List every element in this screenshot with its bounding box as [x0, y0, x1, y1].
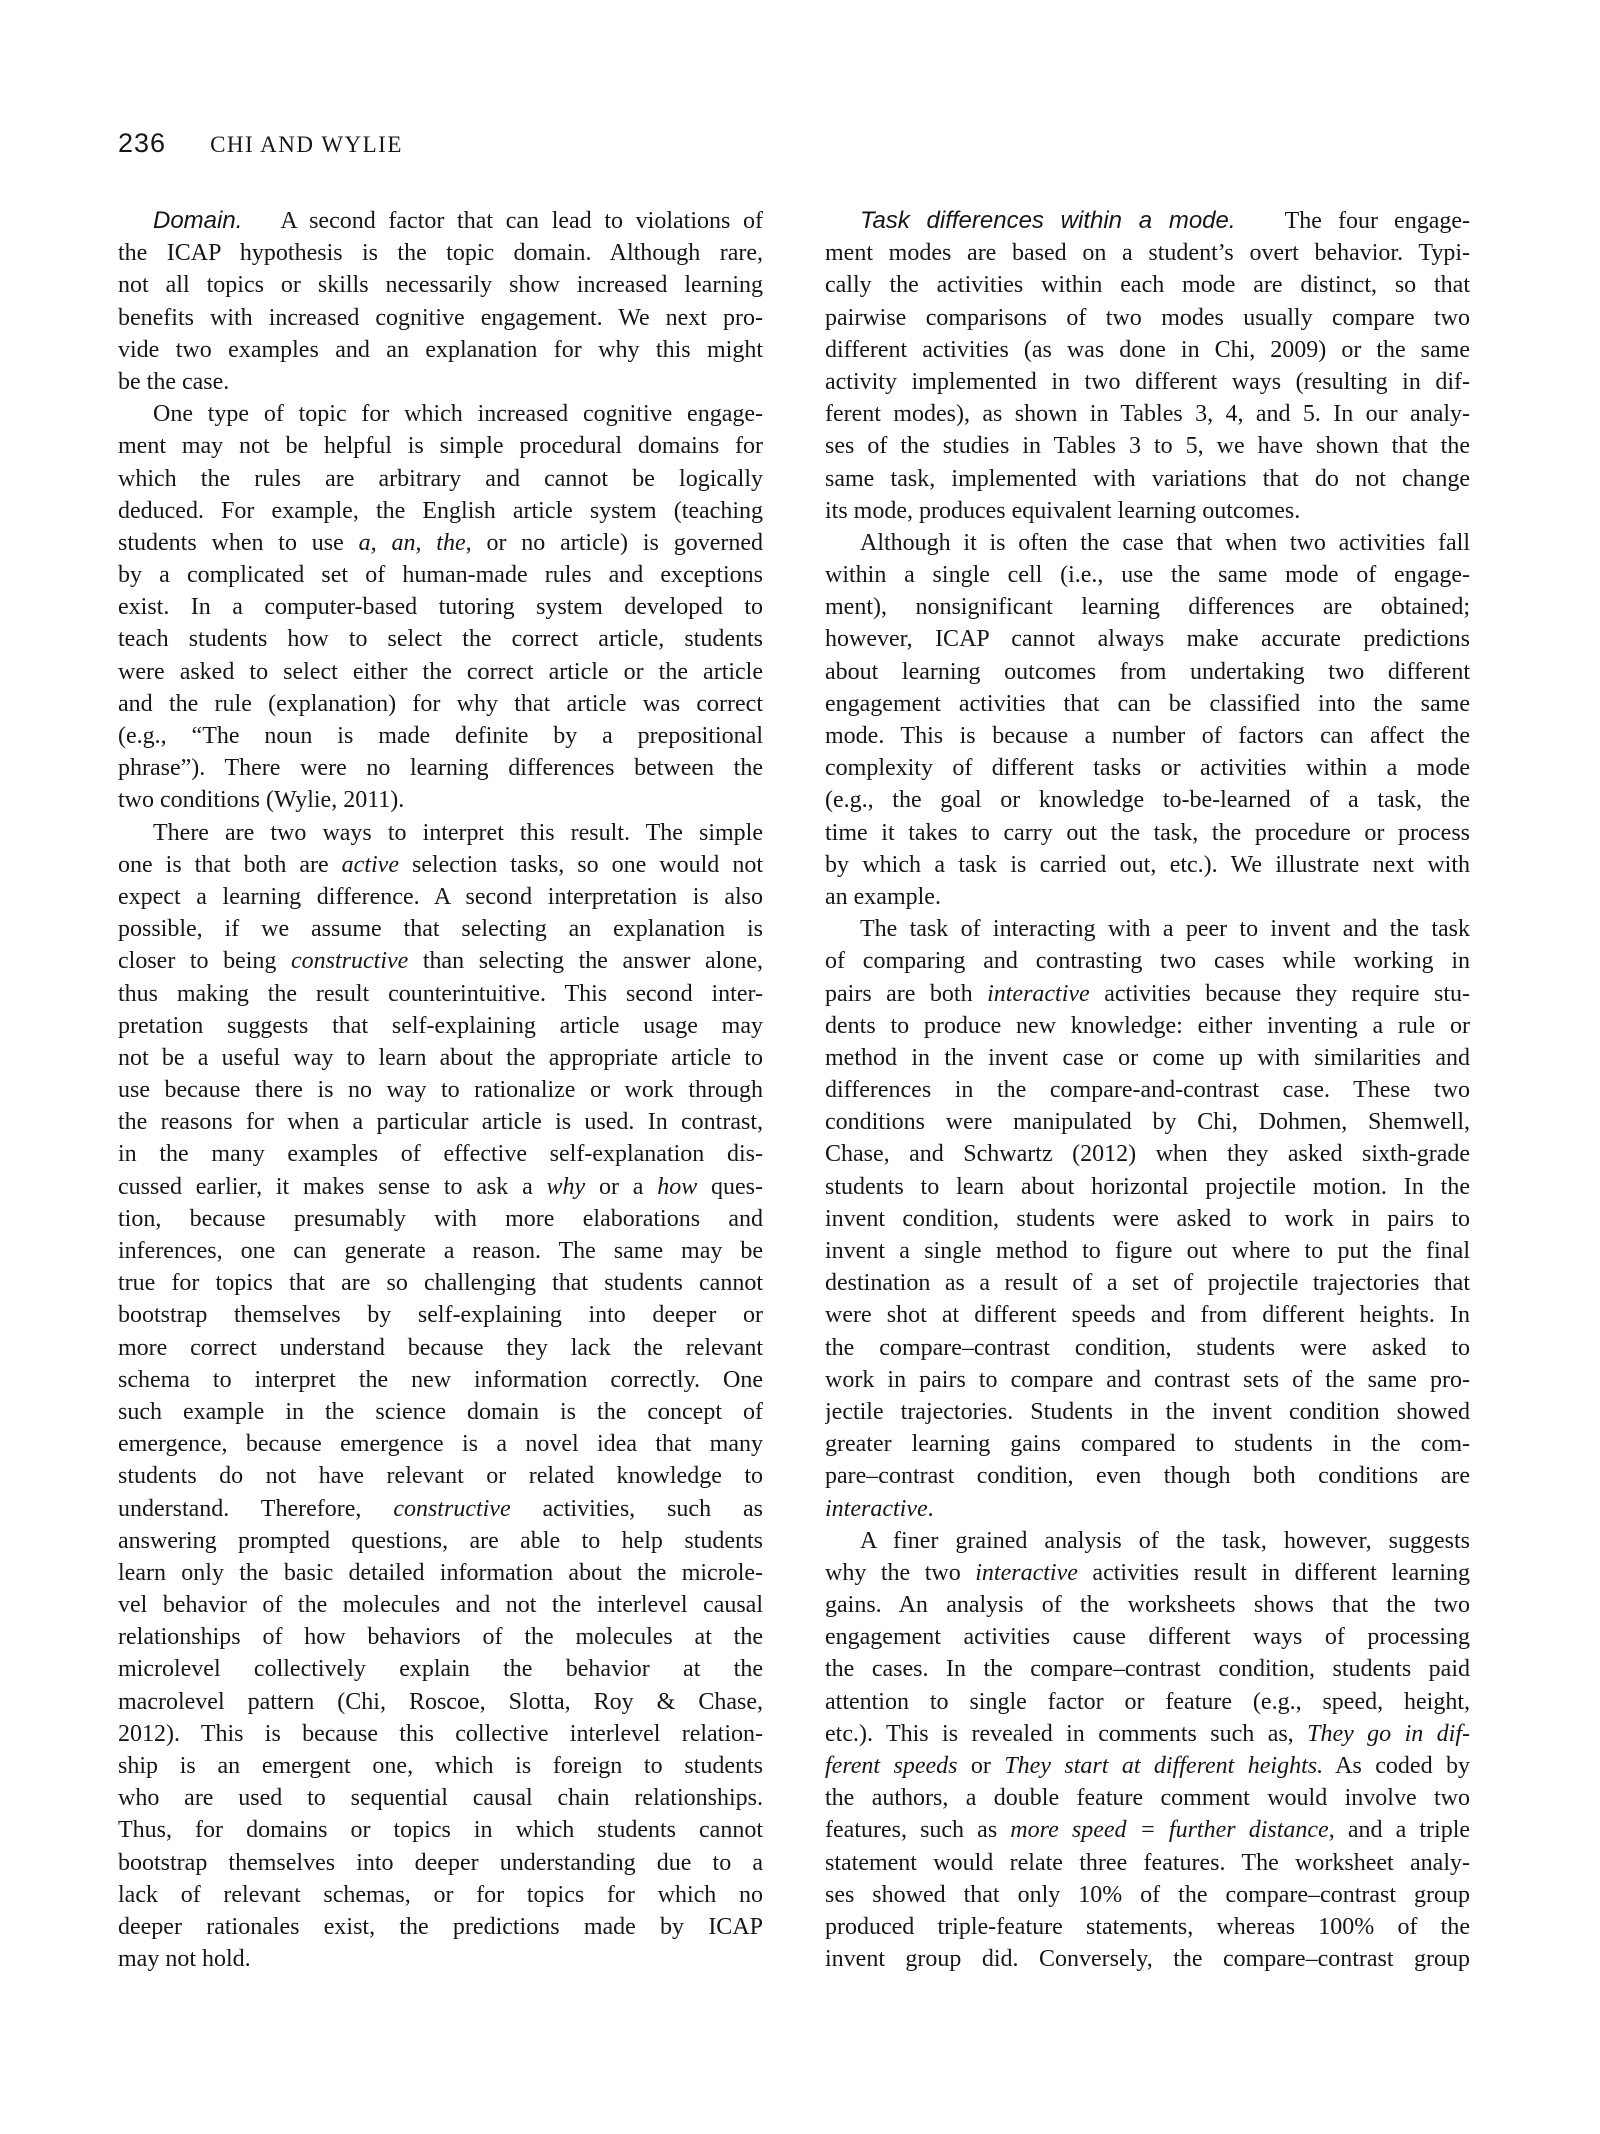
running-header — [118, 128, 403, 159]
text-segment: how — [657, 1173, 698, 1200]
text-line — [118, 527, 763, 559]
text-segment: students do not have relevant or related knowledge to — [118, 1463, 763, 1490]
text-line — [118, 1138, 763, 1170]
text-line — [825, 1203, 1470, 1235]
text-line — [118, 1299, 763, 1331]
text-segment: thus making the result counterintuitive. This second inter- — [118, 980, 763, 1007]
text-segment: A second factor that can lead to violations of — [269, 208, 763, 234]
text-segment: As coded by — [1323, 1753, 1470, 1779]
text-segment: expect a learning difference. A second interpretation is also — [118, 883, 763, 910]
text-line — [825, 752, 1470, 784]
text-segment: complexity of different tasks or activities within a mode — [825, 755, 1470, 782]
paragraph-heading: Task differences within a mode. — [860, 207, 1269, 234]
text-line — [825, 1621, 1470, 1653]
text-line — [825, 1138, 1470, 1170]
text-line — [118, 945, 763, 977]
text-line — [118, 1525, 763, 1557]
text-line — [118, 656, 763, 688]
text-segment: activity implemented in two different ways (resulting in dif- — [825, 368, 1470, 395]
text-segment: why the two — [825, 1559, 976, 1586]
text-segment: the authors, a double feature comment would involve two — [825, 1785, 1470, 1812]
text-segment: activities because they require stu- — [1089, 980, 1470, 1007]
text-segment: produced triple-feature statements, whereas 100% of the — [825, 1913, 1470, 1940]
text-segment: vide two examples and an explanation for why this might — [118, 336, 763, 363]
text-line — [825, 1814, 1470, 1846]
text-line — [118, 1847, 763, 1879]
text-line — [118, 1653, 763, 1685]
text-line — [118, 1782, 763, 1814]
text-segment: The four engage- — [1269, 208, 1470, 234]
text-segment: than selecting the answer alone, — [408, 948, 763, 975]
text-segment: cally the activities within each mode are distinct, so that — [825, 272, 1470, 299]
text-segment: ses of the studies in Tables 3 to 5, we have shown that the — [825, 433, 1470, 460]
text-segment: benefits with increased cognitive engagement. We next pro- — [118, 304, 763, 331]
text-segment: etc.). This is revealed in comments such as, — [825, 1720, 1308, 1747]
text-line — [118, 1589, 763, 1621]
text-segment: inferences, one can generate a reason. The same may be — [118, 1238, 763, 1264]
text-line — [825, 1106, 1470, 1138]
text-segment: possible, if we assume that selecting an explanation is — [118, 916, 763, 943]
text-segment: two conditions (Wylie, 2011). — [118, 787, 405, 814]
page-number: 236 — [118, 128, 167, 158]
text-segment: interactive — [987, 980, 1090, 1007]
text-segment: who are used to sequential causal chain relationships. — [118, 1785, 763, 1812]
text-line — [118, 1396, 763, 1428]
text-segment: pairwise comparisons of two modes usually compare two — [825, 304, 1470, 331]
text-line — [118, 1042, 763, 1074]
text-segment: emergence, because emergence is a novel idea that many — [118, 1431, 763, 1458]
text-line — [825, 1718, 1470, 1750]
text-segment: students when to use — [118, 529, 359, 556]
text-line — [825, 1911, 1470, 1943]
text-line — [118, 1364, 763, 1396]
text-line — [825, 463, 1470, 495]
text-line — [118, 1171, 763, 1203]
text-segment: conditions were manipulated by Chi, Dohmen, Shemwell, — [825, 1109, 1470, 1136]
text-segment: They start at different heights. — [1004, 1753, 1324, 1779]
text-line — [825, 237, 1470, 269]
text-segment: its mode, produces equivalent learning outcomes. — [825, 497, 1301, 524]
text-segment: why — [546, 1173, 586, 1200]
text-line — [118, 881, 763, 913]
text-segment: phrase”). There were no learning differences between the — [118, 755, 763, 782]
paragraph-heading: Domain. — [153, 207, 270, 234]
text-line — [825, 688, 1470, 720]
text-segment: bootstrap themselves into deeper understanding due to a — [118, 1849, 763, 1876]
text-segment: be the case. — [118, 368, 230, 395]
text-segment: ques- — [697, 1173, 763, 1200]
right-column — [825, 205, 1470, 1975]
text-segment: about learning outcomes from undertaking two different — [825, 658, 1470, 685]
text-segment: Chase, and Schwartz (2012) when they asked sixth-grade — [825, 1141, 1470, 1168]
text-segment: pairs are both — [825, 980, 988, 1007]
text-line — [825, 1782, 1470, 1814]
text-line — [825, 1557, 1470, 1589]
text-segment: not all topics or skills necessarily show increased learning — [118, 272, 763, 299]
text-segment: A finer grained analysis of the task, however, suggests — [860, 1527, 1470, 1554]
text-segment: ship is an emergent one, which is foreign to students — [118, 1753, 763, 1779]
text-line — [118, 1428, 763, 1460]
text-segment: teach students how to select the correct article, students — [118, 626, 763, 653]
text-segment: a, an, the, — [358, 529, 472, 556]
text-segment: activities, such as — [510, 1495, 763, 1522]
text-segment: such example in the science domain is the concept of — [118, 1398, 763, 1425]
text-segment: vel behavior of the molecules and not the interlevel causal — [118, 1592, 763, 1619]
text-line — [118, 495, 763, 527]
text-line — [825, 591, 1470, 623]
text-line — [825, 1042, 1470, 1074]
text-segment: . — [927, 1495, 934, 1522]
text-segment: learn only the basic detailed information about the microle- — [118, 1559, 763, 1586]
text-segment: destination as a result of a set of projectile trajectories that — [825, 1270, 1470, 1297]
text-segment: differences in the compare-and-contrast case. These two — [825, 1077, 1470, 1104]
text-line — [825, 1847, 1470, 1879]
text-segment: more correct understand because they lack the relevant — [118, 1334, 763, 1361]
text-line — [118, 1943, 763, 1975]
text-line — [118, 720, 763, 752]
text-line — [825, 1332, 1470, 1364]
text-segment: One type of topic for which increased cognitive engage- — [153, 401, 763, 428]
text-segment: were shot at different speeds and from different heights. In — [825, 1302, 1470, 1329]
text-line — [825, 1074, 1470, 1106]
text-line — [825, 849, 1470, 881]
text-segment: different activities (as was done in Chi, 2009) or the same — [825, 336, 1470, 363]
text-segment: an example. — [825, 883, 941, 910]
text-line — [118, 1010, 763, 1042]
text-segment: may not hold. — [118, 1946, 251, 1973]
text-segment: (e.g., “The noun is made definite by a prepositional — [118, 723, 763, 749]
text-line — [825, 1460, 1470, 1492]
text-segment: (e.g., the goal or knowledge to-be-learned of a task, the — [825, 787, 1470, 814]
text-line — [825, 269, 1470, 301]
text-segment: the reasons for when a particular article is used. In contrast, — [118, 1109, 763, 1136]
text-segment: the ICAP hypothesis is the topic domain. Although rare, — [118, 240, 763, 267]
text-line — [118, 463, 763, 495]
text-segment: They go in dif- — [1307, 1720, 1470, 1747]
text-line — [825, 1525, 1470, 1557]
running-head: CHI AND WYLIE — [210, 132, 403, 157]
text-segment: features, such as — [825, 1817, 1011, 1844]
text-line — [118, 366, 763, 398]
text-line — [118, 237, 763, 269]
text-line — [118, 849, 763, 881]
text-line — [118, 752, 763, 784]
text-segment: answering prompted questions, are able to help students — [118, 1527, 763, 1554]
text-line — [825, 559, 1470, 591]
text-line — [118, 817, 763, 849]
text-line — [118, 1879, 763, 1911]
text-segment: macrolevel pattern (Chi, Roscoe, Slotta, Roy & Chase, — [118, 1688, 763, 1715]
text-segment: tion, because presumably with more elaborations and — [118, 1205, 763, 1232]
text-segment: time it takes to carry out the task, the procedure or process — [825, 819, 1470, 846]
text-line — [825, 1396, 1470, 1428]
text-line — [118, 1686, 763, 1718]
text-segment: pretation suggests that self-explaining article usage may — [118, 1012, 763, 1039]
text-segment: , and a triple — [1328, 1817, 1470, 1844]
text-line — [825, 1943, 1470, 1975]
text-line — [118, 1493, 763, 1525]
text-line — [825, 1493, 1470, 1525]
text-line — [118, 205, 763, 237]
text-segment: greater learning gains compared to students in the com- — [825, 1431, 1470, 1458]
text-line — [825, 398, 1470, 430]
text-segment: selection tasks, so one would not — [398, 851, 763, 878]
text-line — [825, 1428, 1470, 1460]
text-line — [118, 1911, 763, 1943]
text-line — [825, 205, 1470, 237]
text-line — [118, 688, 763, 720]
text-segment: in the many examples of effective self-explanation dis- — [118, 1141, 763, 1168]
text-line — [118, 591, 763, 623]
text-segment: one is that both are — [118, 851, 342, 878]
text-segment: ses showed that only 10% of the compare–contrast group — [825, 1881, 1470, 1908]
text-line — [118, 1267, 763, 1299]
text-line — [118, 784, 763, 816]
text-segment: however, ICAP cannot always make accurate predictions — [825, 626, 1470, 653]
text-segment: The task of interacting with a peer to invent and the task — [860, 916, 1470, 943]
text-line — [118, 623, 763, 655]
text-segment: attention to single factor or feature (e.g., speed, height, — [825, 1688, 1470, 1715]
text-segment: or a — [585, 1173, 658, 1200]
text-segment: invent condition, students were asked to work in pairs to — [825, 1205, 1470, 1232]
text-segment: ferent speeds — [825, 1753, 958, 1779]
text-segment: activities result in different learning — [1077, 1559, 1470, 1586]
text-segment: constructive — [393, 1495, 511, 1522]
text-segment: lack of relevant schemas, or for topics for which no — [118, 1881, 763, 1908]
text-line — [118, 1621, 763, 1653]
text-segment: or no article) is governed — [471, 529, 763, 556]
text-segment: ment may not be helpful is simple procedural domains for — [118, 433, 763, 460]
text-segment: jectile trajectories. Students in the invent condition showed — [825, 1398, 1470, 1425]
text-line — [825, 978, 1470, 1010]
text-segment: statement would relate three features. The worksheet analy- — [825, 1849, 1470, 1876]
text-segment: invent group did. Conversely, the compare–contrast group — [825, 1946, 1470, 1973]
text-segment: mode. This is because a number of factors can affect the — [825, 723, 1470, 749]
text-segment: engagement activities that can be classified into the same — [825, 690, 1470, 717]
text-line — [825, 720, 1470, 752]
text-segment: Although it is often the case that when two activities fall — [860, 529, 1470, 556]
text-line — [825, 1589, 1470, 1621]
text-line — [118, 1718, 763, 1750]
text-segment: same task, implemented with variations that do not change — [825, 465, 1470, 492]
text-line — [118, 913, 763, 945]
text-line — [825, 1267, 1470, 1299]
text-line — [118, 559, 763, 591]
text-line — [118, 334, 763, 366]
text-segment: were asked to select either the correct article or the article — [118, 658, 763, 685]
text-line — [825, 817, 1470, 849]
text-line — [118, 302, 763, 334]
text-segment: interactive — [825, 1495, 928, 1522]
text-line — [825, 913, 1470, 945]
text-segment: within a single cell (i.e., use the same mode of engage- — [825, 562, 1470, 589]
text-segment: dents to produce new knowledge: either inventing a rule or — [825, 1012, 1470, 1039]
text-segment: of comparing and contrasting two cases while working in — [825, 948, 1470, 975]
text-segment: ment), nonsignificant learning differences are obtained; — [825, 594, 1470, 621]
text-segment: deeper rationales exist, the predictions made by ICAP — [118, 1913, 763, 1940]
text-segment: pare–contrast condition, even though both conditions are — [825, 1463, 1470, 1490]
text-segment: active — [341, 851, 399, 878]
text-line — [118, 398, 763, 430]
text-segment: and the rule (explanation) for why that article was correct — [118, 690, 763, 717]
text-segment: which the rules are arbitrary and cannot be logically — [118, 465, 763, 492]
text-segment: or — [957, 1753, 1005, 1779]
text-line — [825, 1750, 1470, 1782]
text-line — [825, 527, 1470, 559]
text-line — [825, 1171, 1470, 1203]
text-segment: method in the invent case or come up with similarities and — [825, 1044, 1470, 1071]
text-line — [118, 1460, 763, 1492]
text-segment: constructive — [291, 948, 409, 975]
text-segment: invent a single method to figure out where to put the final — [825, 1238, 1470, 1264]
text-segment: 2012). This is because this collective interlevel relation- — [118, 1720, 763, 1747]
text-segment: understand. Therefore, — [118, 1495, 394, 1522]
text-segment: cussed earlier, it makes sense to ask a — [118, 1173, 547, 1200]
left-column — [118, 205, 763, 1975]
text-segment: closer to being — [118, 948, 291, 975]
text-segment: schema to interpret the new information correctly. One — [118, 1366, 763, 1393]
text-segment: students to learn about horizontal projectile motion. In the — [825, 1173, 1470, 1200]
text-segment: more speed = further distance — [1010, 1817, 1329, 1844]
text-line — [118, 1235, 763, 1267]
text-line — [118, 1557, 763, 1589]
text-line — [118, 269, 763, 301]
text-line — [825, 945, 1470, 977]
text-line — [118, 1203, 763, 1235]
text-segment: work in pairs to compare and contrast sets of the same pro- — [825, 1366, 1470, 1393]
text-line — [825, 366, 1470, 398]
text-segment: by which a task is carried out, etc.). We illustrate next with — [825, 851, 1470, 878]
text-segment: gains. An analysis of the worksheets shows that the two — [825, 1592, 1470, 1619]
text-line — [825, 430, 1470, 462]
text-segment: not be a useful way to learn about the appropriate article to — [118, 1044, 763, 1071]
text-line — [118, 1074, 763, 1106]
text-line — [825, 881, 1470, 913]
text-segment: by a complicated set of human-made rules and exceptions — [118, 562, 763, 589]
text-segment: the compare–contrast condition, students were asked to — [825, 1334, 1470, 1361]
text-segment: There are two ways to interpret this result. The simple — [153, 819, 763, 846]
text-segment: engagement activities cause different ways of processing — [825, 1624, 1470, 1651]
text-line — [825, 623, 1470, 655]
text-segment: deduced. For example, the English article system (teaching — [118, 497, 763, 524]
text-line — [825, 1653, 1470, 1685]
text-segment: ferent modes), as shown in Tables 3, 4, and 5. In our analy- — [825, 401, 1470, 428]
text-segment: bootstrap themselves by self-explaining into deeper or — [118, 1302, 763, 1329]
text-line — [118, 1332, 763, 1364]
text-line — [825, 334, 1470, 366]
text-segment: microlevel collectively explain the behavior at the — [118, 1656, 763, 1683]
text-line — [825, 1235, 1470, 1267]
text-line — [825, 1686, 1470, 1718]
text-line — [118, 1750, 763, 1782]
text-line — [825, 1010, 1470, 1042]
text-line — [118, 1106, 763, 1138]
text-segment: ment modes are based on a student’s overt behavior. Typi- — [825, 240, 1470, 267]
text-line — [825, 1364, 1470, 1396]
text-line — [118, 1814, 763, 1846]
text-segment: use because there is no way to rationalize or work through — [118, 1077, 763, 1104]
text-segment: exist. In a computer-based tutoring system developed to — [118, 594, 763, 621]
text-segment: relationships of how behaviors of the molecules at the — [118, 1624, 763, 1651]
text-segment: interactive — [975, 1559, 1078, 1586]
text-segment: true for topics that are so challenging that students cannot — [118, 1270, 763, 1297]
text-line — [825, 495, 1470, 527]
text-line — [825, 1879, 1470, 1911]
text-segment: the cases. In the compare–contrast condition, students paid — [825, 1656, 1470, 1683]
text-line — [825, 302, 1470, 334]
text-line — [825, 656, 1470, 688]
text-segment: Thus, for domains or topics in which students cannot — [118, 1817, 763, 1844]
text-line — [118, 430, 763, 462]
text-line — [825, 1299, 1470, 1331]
text-line — [118, 978, 763, 1010]
text-line — [825, 784, 1470, 816]
